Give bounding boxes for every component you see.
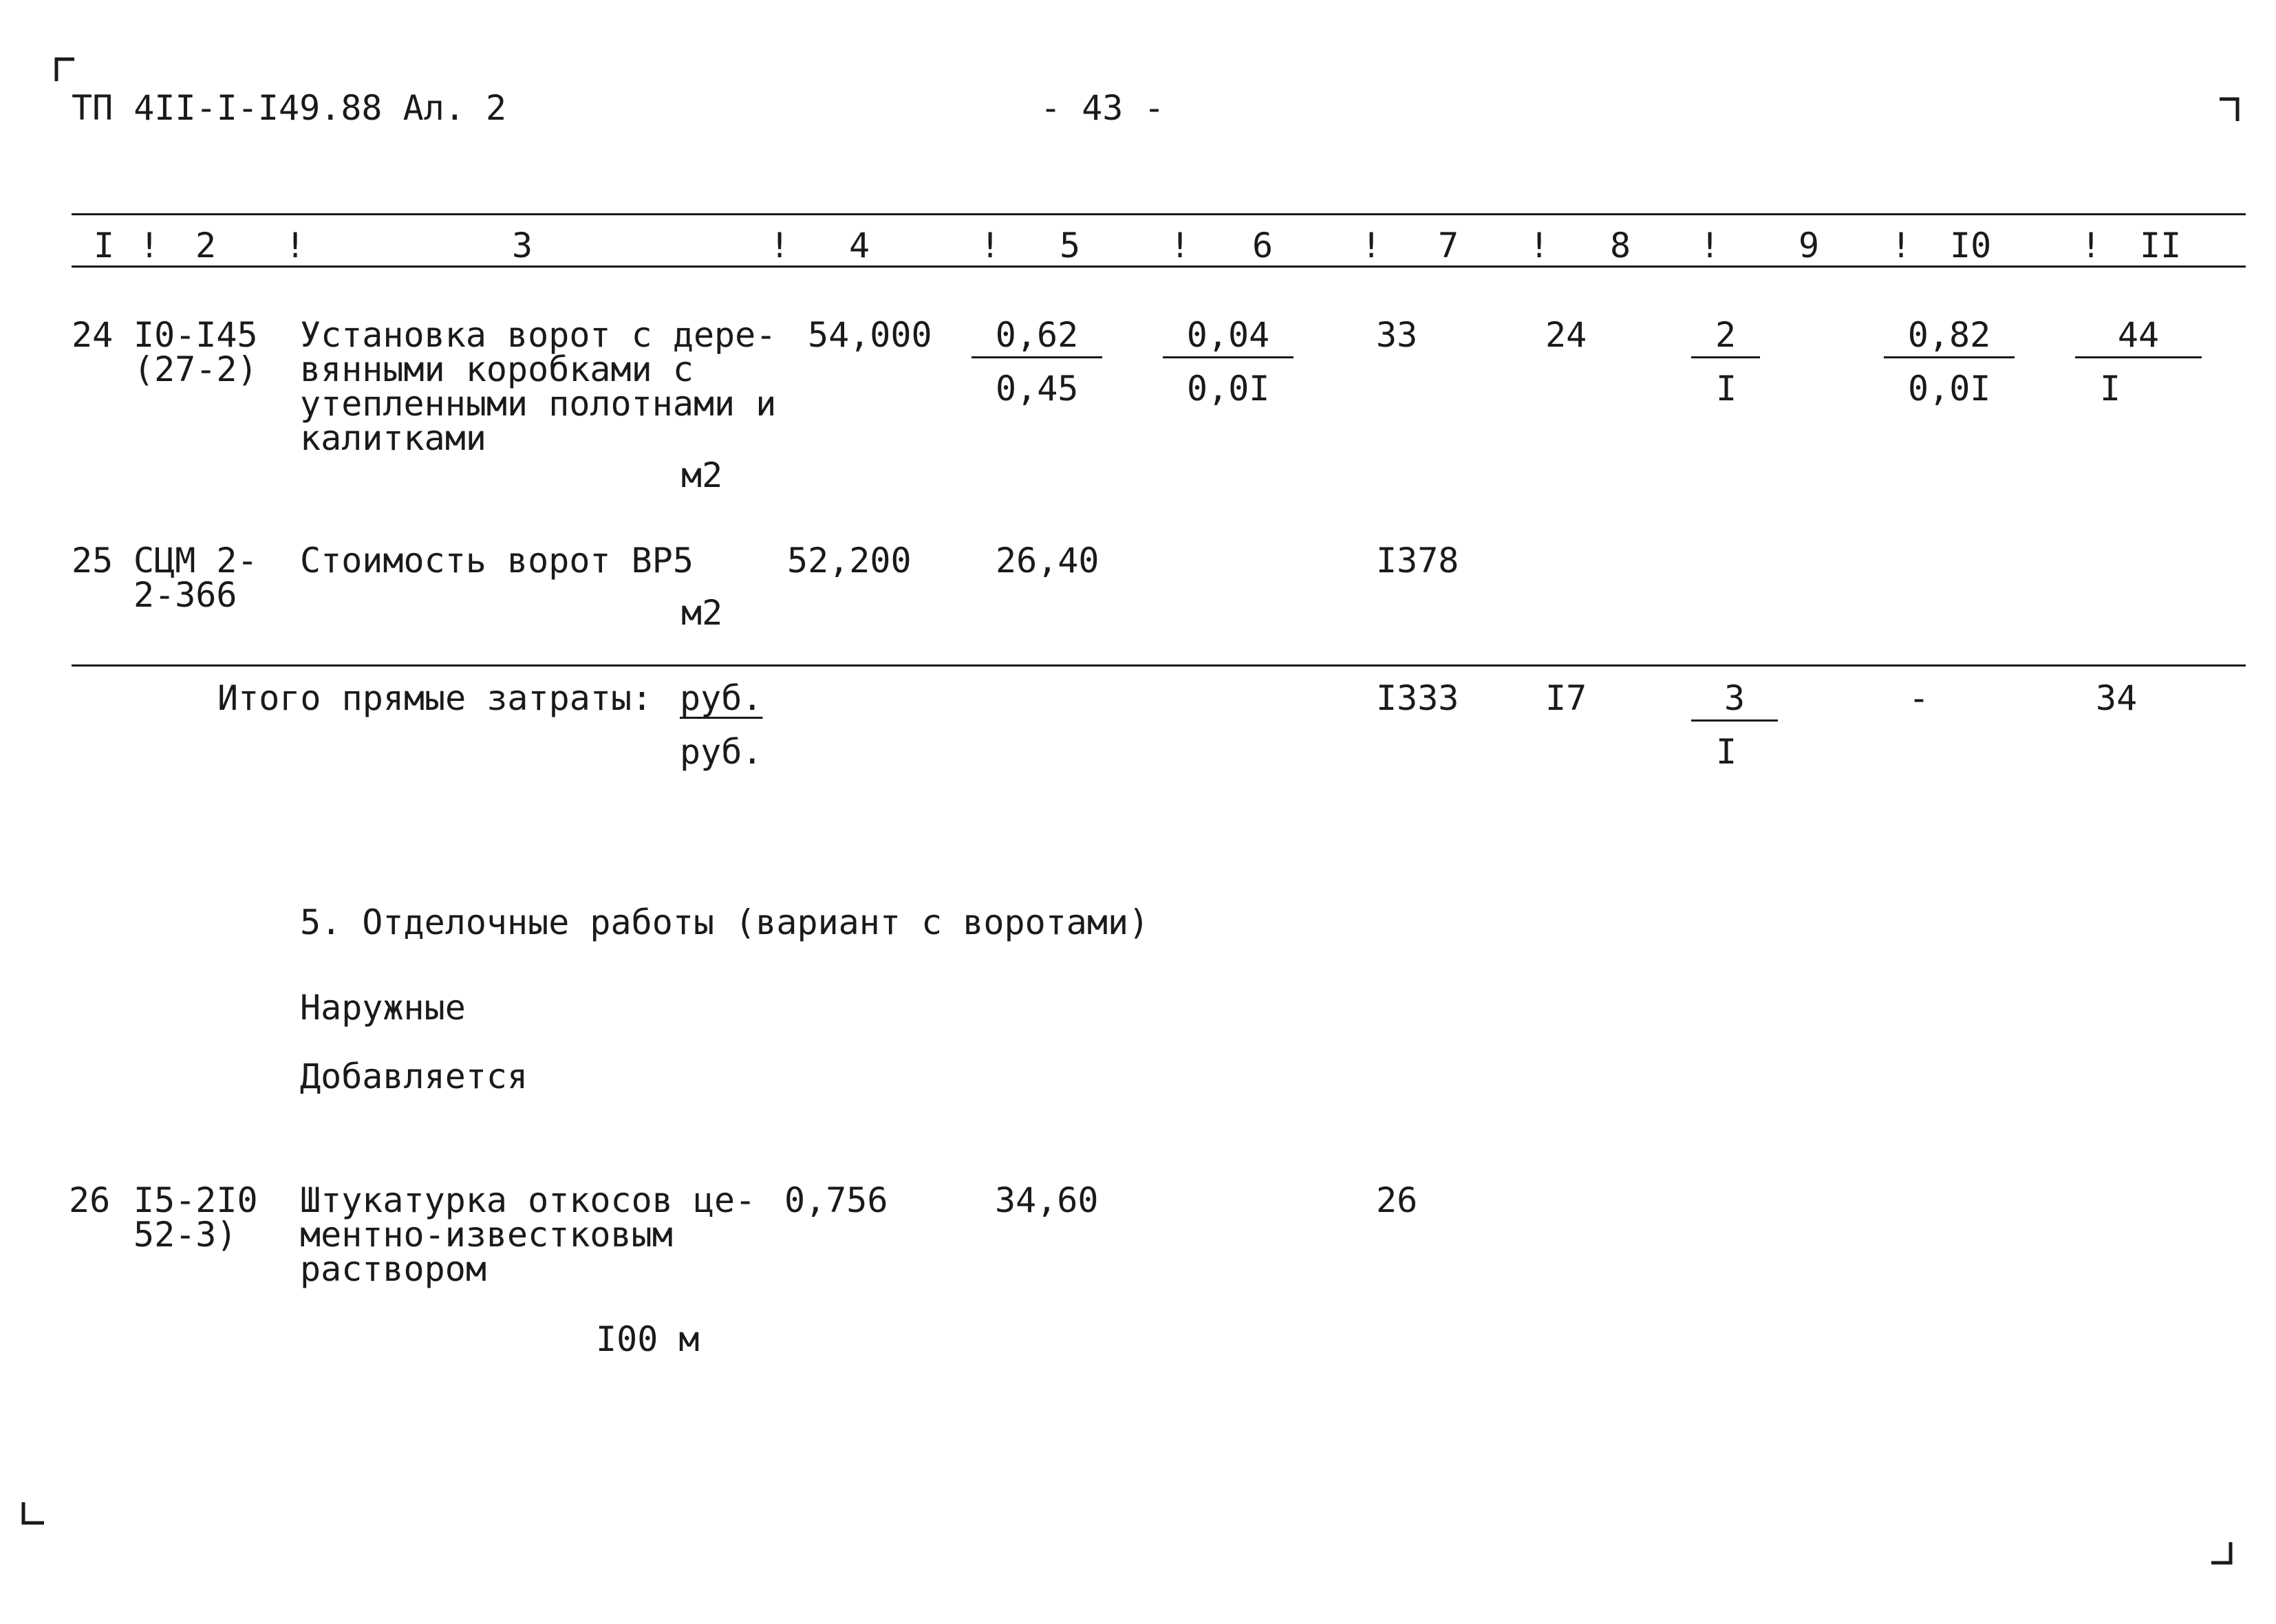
corner-mark-bottom-left bbox=[21, 1500, 48, 1527]
col-separator: ! bbox=[769, 226, 791, 266]
row-code-line: 2-366 bbox=[133, 575, 237, 615]
col-header-6: 6 bbox=[1252, 226, 1274, 266]
col10-bottom: 0,0I bbox=[1908, 369, 1991, 409]
col6-bottom: 0,0I bbox=[1187, 369, 1270, 409]
col11-bottom: I bbox=[2100, 369, 2121, 409]
col-header-10: I0 bbox=[1950, 226, 1992, 266]
col-header-2: 2 bbox=[195, 226, 217, 266]
row-code bbox=[133, 1180, 258, 1255]
row-description-line: раствором bbox=[300, 1249, 486, 1289]
col7-value: I378 bbox=[1376, 541, 1459, 581]
col-separator: ! bbox=[1699, 226, 1721, 266]
col7-value: 33 bbox=[1376, 315, 1418, 355]
row-code bbox=[133, 541, 258, 615]
col5-top: 0,62 bbox=[971, 318, 1102, 358]
row-unit: м2 bbox=[681, 593, 723, 633]
row-description-line: ментно-известковым bbox=[300, 1215, 673, 1255]
row-code-line: I5-2I0 bbox=[133, 1180, 258, 1220]
row-unit: м2 bbox=[681, 455, 723, 495]
total-col9-bottom: I bbox=[1716, 732, 1737, 772]
corner-mark-top-right bbox=[2217, 95, 2244, 122]
section-subtitle: Наружные bbox=[300, 988, 466, 1028]
col-header-11: II bbox=[2140, 226, 2182, 266]
row-quantity: 54,000 bbox=[808, 315, 932, 355]
col-separator: ! bbox=[1170, 226, 1191, 266]
total-unit-top: руб. bbox=[680, 678, 763, 718]
col-header-7: 7 bbox=[1438, 226, 1459, 266]
col7-value: 26 bbox=[1376, 1180, 1418, 1220]
table-top-rule bbox=[72, 213, 2246, 215]
col9-bottom: I bbox=[1716, 369, 1737, 409]
row-code bbox=[133, 315, 258, 389]
row-description-line: Штукатурка откосов це- bbox=[300, 1180, 756, 1220]
col-header-5: 5 bbox=[1060, 226, 1081, 266]
corner-mark-top-left bbox=[54, 55, 81, 83]
row-code-line: СЦМ 2- bbox=[133, 541, 258, 581]
col-separator: ! bbox=[1361, 226, 1382, 266]
row-code-line: 52-3) bbox=[133, 1215, 237, 1255]
section-note: Добавляется bbox=[300, 1057, 528, 1096]
section-title: 5. Отделочные работы (вариант с воротами) bbox=[300, 902, 1150, 942]
row-description-line: утепленными полотнами и bbox=[300, 384, 777, 424]
col5-bottom: 0,45 bbox=[996, 369, 1079, 409]
col-separator: ! bbox=[139, 226, 160, 266]
col5-value: 26,40 bbox=[996, 541, 1099, 581]
total-col10: - bbox=[1909, 678, 1930, 718]
col6-top: 0,04 bbox=[1163, 318, 1293, 358]
total-col8: I7 bbox=[1545, 678, 1587, 718]
row-quantity: 0,756 bbox=[784, 1180, 888, 1220]
row-number: 24 bbox=[72, 315, 114, 355]
col-header-1: I bbox=[94, 226, 115, 266]
total-unit-bottom: руб. bbox=[680, 732, 763, 772]
row-description-line: Установка ворот с дере- bbox=[300, 315, 777, 355]
row-code-line: I0-I45 bbox=[133, 315, 258, 355]
corner-mark-bottom-right bbox=[2209, 1539, 2236, 1567]
total-col7: I333 bbox=[1376, 678, 1459, 718]
total-label: Итого прямые затраты: bbox=[217, 678, 653, 718]
document-code: ТП 4II-I-I49.88 Ал. 2 bbox=[72, 88, 507, 128]
row-description: Стоимость ворот ВР5 bbox=[300, 541, 694, 581]
col11-top: 44 bbox=[2075, 318, 2202, 358]
row-description bbox=[300, 1180, 756, 1289]
total-rule bbox=[72, 664, 2246, 667]
col-separator: ! bbox=[1529, 226, 1550, 266]
col9-top: 2 bbox=[1691, 318, 1760, 358]
col-header-4: 4 bbox=[849, 226, 870, 266]
col-header-9: 9 bbox=[1799, 226, 1820, 266]
row-number: 25 bbox=[72, 541, 114, 581]
total-col9-top: 3 bbox=[1691, 681, 1778, 722]
col-separator: ! bbox=[2081, 226, 2102, 266]
col-separator: ! bbox=[1891, 226, 1912, 266]
col-header-3: 3 bbox=[512, 226, 533, 266]
table-header-rule bbox=[72, 266, 2246, 268]
col-header-8: 8 bbox=[1610, 226, 1631, 266]
row-description bbox=[300, 315, 777, 458]
row-code-line: (27-2) bbox=[133, 349, 258, 389]
row-unit: I00 м bbox=[596, 1319, 700, 1359]
col5-value: 34,60 bbox=[995, 1180, 1099, 1220]
row-quantity: 52,200 bbox=[787, 541, 912, 581]
total-col11: 34 bbox=[2096, 678, 2138, 718]
row-number: 26 bbox=[69, 1180, 111, 1220]
page-number: - 43 - bbox=[1040, 88, 1165, 128]
col10-top: 0,82 bbox=[1884, 318, 2015, 358]
col-separator: ! bbox=[285, 226, 306, 266]
row-description-line: вянными коробками с bbox=[300, 349, 694, 389]
col8-value: 24 bbox=[1545, 315, 1587, 355]
row-description-line: калитками bbox=[300, 418, 486, 458]
col-separator: ! bbox=[980, 226, 1001, 266]
